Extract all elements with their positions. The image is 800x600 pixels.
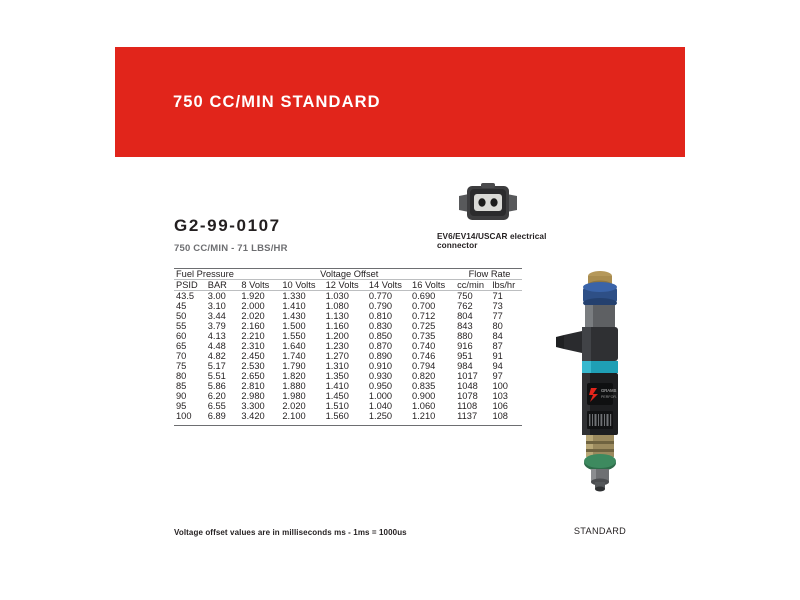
cell-16v: 1.060 — [412, 401, 436, 411]
column-header-12-volts: 12 Volts — [326, 280, 369, 291]
fuel-injector-icon — [554, 265, 646, 515]
table-row — [174, 321, 522, 331]
column-header-10-volts: 10 Volts — [282, 280, 325, 291]
table-row — [174, 411, 522, 426]
column-header-cc-min: cc/min — [457, 280, 492, 291]
cell-8v: 2.310 — [241, 341, 265, 351]
part-number: G2-99-0107 — [174, 216, 281, 235]
cell-16v: 0.835 — [412, 381, 436, 391]
cell-lbshr: 73 — [492, 301, 503, 311]
cell-psid: 43.5 — [176, 291, 195, 301]
cell-10v: 1.550 — [282, 331, 306, 341]
table-row — [174, 291, 522, 302]
cell-ccmin: 1048 — [457, 381, 478, 391]
cell-12v: 1.030 — [325, 291, 349, 301]
table-row — [174, 341, 522, 351]
svg-text:GRAMS: GRAMS — [601, 388, 617, 393]
cell-14v: 0.930 — [368, 371, 393, 381]
cell-14v: 0.910 — [368, 361, 393, 371]
cell-12v: 1.270 — [325, 351, 349, 361]
cell-16v: 0.700 — [412, 301, 436, 311]
cell-8v: 1.920 — [241, 291, 265, 301]
cell-bar: 5.86 — [207, 381, 226, 391]
cell-bar: 4.82 — [207, 351, 226, 361]
table-row — [174, 361, 522, 371]
cell-12v: 1.450 — [325, 391, 349, 401]
cell-ccmin: 1137 — [457, 411, 492, 426]
svg-text:PERFOR.: PERFOR. — [601, 395, 617, 399]
cell-16v: 0.712 — [412, 311, 436, 321]
column-header-lbs-hr: lbs/hr — [492, 280, 522, 291]
cell-12v: 1.410 — [325, 381, 349, 391]
cell-ccmin: 880 — [457, 331, 473, 341]
cell-8v: 2.160 — [241, 321, 265, 331]
cell-lbshr: 108 — [492, 411, 522, 426]
cell-12v: 1.160 — [325, 321, 349, 331]
table-row — [174, 311, 522, 321]
cell-bar: 6.20 — [207, 391, 226, 401]
cell-10v: 1.410 — [282, 301, 306, 311]
cell-psid: 90 — [176, 391, 187, 401]
cell-16v: 0.725 — [412, 321, 436, 331]
cell-lbshr: 87 — [492, 341, 503, 351]
cell-bar: 4.13 — [207, 331, 226, 341]
cell-psid: 60 — [176, 331, 187, 341]
column-header-8-volts: 8 Volts — [241, 280, 282, 291]
cell-16v: 0.794 — [412, 361, 436, 371]
cell-14v: 1.250 — [369, 411, 412, 426]
cell-lbshr: 103 — [492, 391, 508, 401]
cell-14v: 0.850 — [368, 331, 393, 341]
cell-16v: 1.210 — [412, 411, 457, 426]
cell-bar: 6.55 — [207, 401, 226, 411]
cell-psid: 100 — [174, 411, 208, 426]
cell-12v: 1.560 — [326, 411, 369, 426]
cell-12v: 1.350 — [325, 371, 349, 381]
group-header-voltage-offset: Voltage Offset — [241, 269, 457, 280]
column-header-psid: PSID — [174, 280, 208, 291]
cell-8v: 2.530 — [241, 361, 265, 371]
cell-12v: 1.200 — [325, 331, 349, 341]
cell-14v: 1.000 — [368, 391, 393, 401]
table-row — [174, 371, 522, 381]
cell-ccmin: 951 — [457, 351, 473, 361]
group-header-fuel-pressure: Fuel Pressure — [174, 269, 241, 280]
cell-16v: 0.735 — [412, 331, 436, 341]
cell-lbshr: 97 — [492, 371, 503, 381]
cell-8v: 2.980 — [241, 391, 265, 401]
part-subtitle: 750 CC/MIN - 71 LBS/HR — [174, 243, 288, 254]
cell-8v: 3.420 — [241, 411, 282, 426]
page-title: 750 CC/MIN STANDARD — [173, 93, 381, 111]
cell-10v: 1.790 — [282, 361, 306, 371]
cell-lbshr: 106 — [492, 401, 508, 411]
cell-8v: 2.000 — [241, 301, 265, 311]
cell-ccmin: 804 — [457, 311, 473, 321]
cell-bar: 3.10 — [207, 301, 226, 311]
cell-10v: 1.740 — [282, 351, 306, 361]
cell-8v: 2.210 — [241, 331, 265, 341]
cell-lbshr: 94 — [492, 361, 503, 371]
cell-14v: 0.790 — [368, 301, 393, 311]
cell-lbshr: 80 — [492, 321, 503, 331]
cell-psid: 85 — [176, 381, 187, 391]
cell-14v: 0.890 — [368, 351, 393, 361]
cell-bar: 4.48 — [207, 341, 226, 351]
table-row — [174, 401, 522, 411]
cell-8v: 2.450 — [241, 351, 265, 361]
table-row — [174, 301, 522, 311]
cell-10v: 1.640 — [282, 341, 306, 351]
cell-psid: 50 — [176, 311, 187, 321]
cell-8v: 2.650 — [241, 371, 265, 381]
cell-bar: 3.79 — [207, 321, 226, 331]
cell-14v: 0.810 — [368, 311, 393, 321]
cell-bar: 5.51 — [207, 371, 226, 381]
cell-16v: 0.820 — [412, 371, 436, 381]
cell-lbshr: 84 — [492, 331, 503, 341]
column-header-bar: BAR — [208, 280, 242, 291]
cell-14v: 0.830 — [368, 321, 393, 331]
connector-caption: EV6/EV14/USCAR electrical connector — [437, 232, 547, 250]
cell-8v: 3.300 — [241, 401, 265, 411]
cell-10v: 1.980 — [282, 391, 306, 401]
table-row — [174, 391, 522, 401]
cell-bar: 3.00 — [207, 291, 226, 301]
cell-12v: 1.230 — [325, 341, 349, 351]
column-header-14-volts: 14 Volts — [369, 280, 412, 291]
cell-ccmin: 1017 — [457, 371, 478, 381]
cell-ccmin: 1078 — [457, 391, 478, 401]
cell-10v: 1.500 — [282, 321, 306, 331]
table-group-header-row — [174, 269, 522, 280]
column-header-16-volts: 16 Volts — [412, 280, 457, 291]
cell-ccmin: 1108 — [457, 401, 478, 411]
cell-10v: 1.820 — [282, 371, 306, 381]
cell-10v: 1.880 — [282, 381, 306, 391]
table-row — [174, 331, 522, 341]
cell-8v: 2.020 — [241, 311, 265, 321]
cell-10v: 2.100 — [282, 411, 325, 426]
table-column-header-row — [174, 280, 522, 291]
cell-14v: 1.040 — [368, 401, 393, 411]
cell-psid: 80 — [176, 371, 187, 381]
table-row — [174, 381, 522, 391]
connector-figure — [437, 182, 557, 250]
cell-ccmin: 984 — [457, 361, 473, 371]
table-body — [174, 291, 522, 426]
cell-bar: 6.89 — [208, 411, 242, 426]
injector-figure — [540, 265, 660, 536]
cell-ccmin: 843 — [457, 321, 473, 331]
injector-caption: STANDARD — [573, 526, 627, 536]
part-info-block — [174, 216, 288, 254]
cell-14v: 0.870 — [368, 341, 393, 351]
cell-10v: 1.330 — [282, 291, 306, 301]
cell-bar: 3.44 — [207, 311, 226, 321]
cell-14v: 0.770 — [368, 291, 393, 301]
cell-16v: 0.690 — [412, 291, 436, 301]
group-header-flow-rate: Flow Rate — [457, 269, 522, 280]
cell-psid: 55 — [176, 321, 187, 331]
cell-psid: 70 — [176, 351, 187, 361]
cell-lbshr: 77 — [492, 311, 503, 321]
cell-psid: 65 — [176, 341, 187, 351]
cell-ccmin: 750 — [457, 291, 473, 301]
header-banner — [115, 47, 685, 157]
cell-psid: 95 — [176, 401, 187, 411]
cell-12v: 1.080 — [325, 301, 349, 311]
cell-16v: 0.740 — [412, 341, 436, 351]
cell-16v: 0.746 — [412, 351, 436, 361]
cell-12v: 1.510 — [325, 401, 349, 411]
cell-psid: 45 — [176, 301, 187, 311]
table-row — [174, 351, 522, 361]
cell-16v: 0.900 — [412, 391, 436, 401]
cell-ccmin: 762 — [457, 301, 473, 311]
cell-bar: 5.17 — [207, 361, 226, 371]
cell-8v: 2.810 — [241, 381, 265, 391]
injector-connector-icon — [455, 182, 521, 224]
cell-10v: 1.430 — [282, 311, 306, 321]
flow-data-table — [174, 268, 522, 426]
cell-psid: 75 — [176, 361, 187, 371]
cell-lbshr: 71 — [492, 291, 503, 301]
cell-lbshr: 100 — [492, 381, 508, 391]
cell-14v: 0.950 — [368, 381, 393, 391]
table-footnote: Voltage offset values are in milliseconds ms - 1ms = 1000us — [174, 528, 407, 537]
cell-10v: 2.020 — [282, 401, 306, 411]
cell-12v: 1.310 — [325, 361, 349, 371]
cell-12v: 1.130 — [325, 311, 349, 321]
cell-ccmin: 916 — [457, 341, 473, 351]
cell-lbshr: 91 — [492, 351, 503, 361]
